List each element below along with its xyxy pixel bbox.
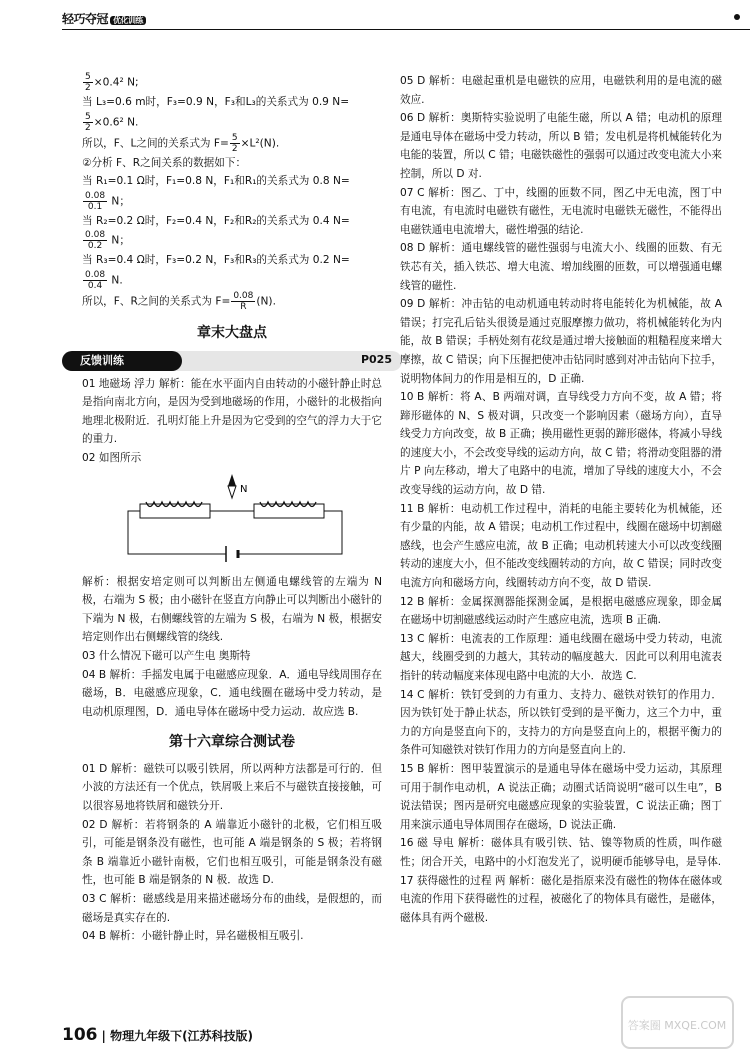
answer-17: 17 获得磁性的过程 两 解析：磁化是指原来没有磁性的物体在磁体或电流的作用下获得磁性的过程，被磁化了的物体具有磁性，是磁体，磁体具有两个磁极. xyxy=(400,874,722,924)
left-line-3: $\frac{5}{2}$ ×0.6² N. xyxy=(85,111,139,133)
left-line-6: 当 R₁=0.1 Ω时，F₁=0.8 N，F₁和R₁的关系式为 0.8 N= xyxy=(82,175,350,188)
answer-11: 11 B 解析：电动机工作过程中，消耗的电能主要转化为机械能，还有少量的内能，故 A 错误；电动机工作过程中，线圈在磁场中切割磁感线，也会产生感应电流，故 B 正确；电动机转速大小可以改变线圈转动的速度大小，但不能改变线圈转动的方向，故 C 错误；同时改变电流方向和磁场方向，线圈转动方向不变，故 D 错误. xyxy=(400,502,722,590)
left-line-10: 当 R₃=0.4 Ω时，F₃=0.2 N，F₃和R₃的关系式为 0.2 N= xyxy=(82,254,350,267)
answer-08: 08 D 解析：通电螺线管的磁性强弱与电流大小、线圈的匝数、有无铁芯有关，插入铁芯、增大电流、增加线圈的匝数，可以增强通电螺线管的磁性. xyxy=(400,242,722,292)
answer-01: 01 地磁场 浮力 解析：能在水平面内自由转动的小磁针静止时总是指向南北方向，是因为受到地磁场的作用，小磁针的北极指向地理北极附近．孔明灯能上升是因为它受到的空气的浮力大于它的重力. xyxy=(82,377,382,446)
left-line-1: $\frac{5}{2}$ ×0.4² N; xyxy=(85,72,139,93)
page-header xyxy=(62,8,750,30)
left-line-7: $\frac{0.08}{0.1}$ N； xyxy=(85,190,130,212)
answer-04: 04 B 解析：手摇发电属于电磁感应现象．A．通电导线周围存在磁场，B．电磁感应现象，C．通电线圈在磁场中受力转动，是电动机原理图，D．通电导体在磁场中受力运动．故应选 B. xyxy=(82,668,382,718)
answer-09: 09 D 解析：冲击钻的电动机通电转动时将电能转化为机械能，故 A 错误；打完孔后钻头很烫是通过克服摩擦力做功，将机械能转化为内能，故 B 错误；手柄处刻有花纹是通过增大接触面的粗糙程度来增大摩擦，故 C 错误；向下压握把使冲击钻同时感到对冲击钻向下拉手，说明物体间力的作用是相互的，D 正确. xyxy=(400,298,722,385)
answer-07: 07 C 解析：图乙、丁中，线圈的匝数不同，图乙中无电流，图丁中有电流，有电流时电磁铁有磁性，无电流时电磁铁无磁性，不能得出电磁铁通电电流增大，磁性增强的结论. xyxy=(400,186,722,236)
answer-05: 05 D 解析：电磁起重机是电磁铁的应用，电磁铁利用的是电流的磁效应. xyxy=(400,75,722,106)
header-rule xyxy=(62,29,750,30)
footer-divider: | xyxy=(101,1029,111,1043)
brand-name: 轻巧夺冠 xyxy=(62,12,109,26)
answer-03: 03 什么情况下磁可以产生电 奥斯特 xyxy=(82,649,251,662)
answer-13: 13 C 解析：电流表的工作原理：通电线圈在磁场中受力转动，电流越大，线圈受到的力越大，其转动的幅度越大．因此可以利用电流表指针的转动幅度来体现电路中电流的大小．故选 C. xyxy=(400,632,722,682)
svg-text:答案圈 MXQE.COM: 答案圈 MXQE.COM xyxy=(627,1019,727,1032)
left-line-4: 所以，F、L之间的关系式为 F= $\frac{5}{2}$ ×L²(N). xyxy=(82,132,280,154)
answer-15: 15 B 解析：图甲装置演示的是通电导体在磁场中受力运动，其原理可用于制作电动机，A 说法正确；动圈式话筒说明“磁可以生电”，B 说法错误；图丙是研究电磁感应现象的实验装置，C 说法正确；图丁用来演示通电导体周围存在磁场，D 说法正确. xyxy=(400,762,722,831)
banner-label: 反馈训练 xyxy=(62,351,182,371)
test-answer-02: 02 D 解析：若将钢条的 A 端靠近小磁针的北极，它们相互吸引，可能是钢条没有磁性，也可能 A 端是钢条的 S 极；若将钢条 B 端靠近小磁针南极，它们也相互吸引，可能是钢条没有磁性，也可能 B 端是钢条的 N 极．故选 D. xyxy=(82,818,382,887)
left-line-8: 当 R₂=0.2 Ω时，F₂=0.4 N，F₂和R₂的关系式为 0.4 N= xyxy=(82,214,350,227)
test-answer-04: 04 B 解析：小磁针静止时，异名磁极相互吸引. xyxy=(82,930,304,943)
footer-subject: 物理九年级下(江苏科技版) xyxy=(110,1029,254,1043)
answer-10: 10 B 解析：将 A、B 两端对调，直导线受力方向不变，故 A 错；将蹄形磁体的 N、S 极对调，只改变一个影响因素（磁场方向），直导线受力方向改变，故 B 正确；换用磁性更弱的蹄形磁体，将减小导线的速度大小，不会改变导线的运动方向，故 C 错；将滑动变阻器的滑片 P 向左移动，增大了电路中的电流，增加了导线的速度大小，不会改变导线的运动方向，故 D 错. xyxy=(400,391,722,497)
answer-06: 06 D 解析：奥斯特实验说明了电能生磁，所以 A 错；电动机的原理是通电导体在磁场中受力转动，所以 B 错；发电机是将机械能转化为电能的装置，所以 C 错；电磁铁磁性的强弱可以通过改变电流大小来控制，所以 D 对. xyxy=(400,112,722,180)
test-answer-01: 01 D 解析：磁铁可以吸引铁屑，所以两种方法都是可行的．但小波的方法还有一个优点，铁屑吸上来后不与磁铁直接接触，可以很容易地将铁屑和磁铁分开. xyxy=(82,762,382,813)
solenoid-figure xyxy=(122,472,352,567)
chapter-title: 章末大盘点 xyxy=(197,324,267,341)
answer-14: 14 C 解析：铁钉受到的力有重力、支持力、磁铁对铁钉的作用力．因为铁钉处于静止状态，所以铁钉受到的是平衡力，这三个力中，重力的方向是竖直向下的，支持力的方向是竖直向上的，根据平衡力的条件可知磁铁对铁钉作用力的方向是竖直向上的. xyxy=(400,688,722,757)
compass-needle-north xyxy=(228,474,236,486)
answer-12: 12 B 解析：金属探测器能探测金属，是根据电磁感应现象，即金属在磁场中切割磁感线运动时产生感应电流，选项 B 正确. xyxy=(400,595,722,627)
site-watermark xyxy=(620,995,735,1050)
left-line-12: 所以，F、R之间的关系式为 F= $\frac{0.08}{R}$ (N). xyxy=(82,290,276,312)
compass-needle-south xyxy=(228,486,236,498)
left-line-9: $\frac{0.08}{0.2}$ N； xyxy=(85,230,130,252)
answer-02-head: 02 如图所示 xyxy=(82,451,142,464)
answer-02-body: 解析：根据安培定则可以判断出左侧通电螺线管的左端为 N 极，右端为 S 极；由小磁针在竖直方向静止可以判断出小磁针的下端为 N 极，右侧螺线管的左端为 S 极，右端为 N 极，根据安培定则作出右侧螺线管的绕线. xyxy=(82,575,382,644)
brand-logo xyxy=(62,10,146,31)
brand-tag: 优化训练 xyxy=(110,16,146,25)
left-line-2: 当 L₃=0.6 m时，F₃=0.9 N，F₃和L₃的关系式为 0.9 N= xyxy=(82,96,350,108)
left-line-11: $\frac{0.08}{0.4}$ N. xyxy=(85,269,123,291)
header-dot xyxy=(734,14,740,20)
left-line-5: ②分析 F、R之间关系的数据如下： xyxy=(82,156,247,169)
banner-page: P025 xyxy=(360,352,392,366)
solenoid-diagram xyxy=(122,472,352,567)
left-column xyxy=(80,72,392,946)
north-label: N xyxy=(240,483,248,495)
page-number: 106 xyxy=(62,1025,98,1045)
test-title: 第十六章综合测试卷 xyxy=(169,734,295,751)
test-answer-03: 03 C 解析：磁感线是用来描述磁场分布的曲线，是假想的，而磁场是真实存在的. xyxy=(82,893,382,924)
page-footer xyxy=(62,1026,253,1046)
right-column xyxy=(400,72,722,927)
feedback-banner xyxy=(62,351,402,371)
answer-16: 16 磁 导电 解析：磁体具有吸引铁、钴、镍等物质的性质，叫作磁性；闭合开关，电路中的小灯泡发光了，说明硬币能够导电，是导体. xyxy=(400,837,722,868)
